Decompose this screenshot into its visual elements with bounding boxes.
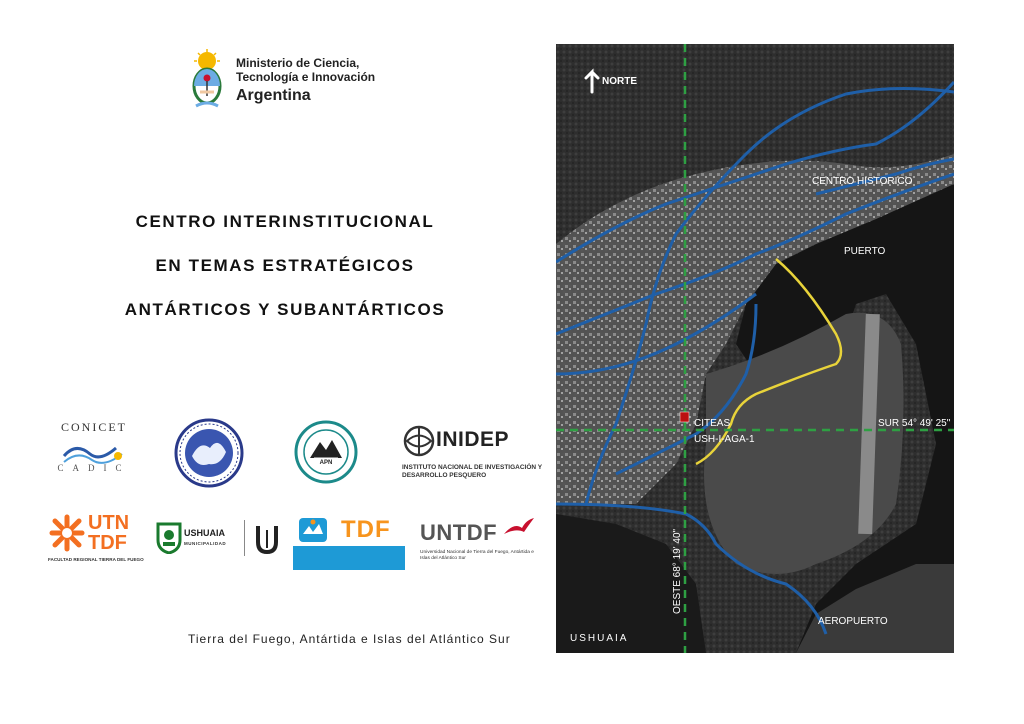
city-label: USHUAIA	[570, 633, 629, 644]
inidep-logo	[402, 424, 543, 479]
label-puerto: PUERTO	[844, 246, 886, 257]
inidep-subtitle: INSTITUTO NACIONAL DE INVESTIGACIÓN Y DESARROLLO PESQUERO	[402, 464, 543, 479]
inidep-name: INIDEP	[436, 428, 510, 451]
ushuaia-shield-icon	[156, 520, 182, 554]
ushuaia-municipality-logo	[156, 520, 256, 559]
ushuaia-name: USHUAIA	[184, 528, 226, 538]
logo-divider	[244, 520, 245, 556]
page-title	[60, 210, 510, 342]
inidep-fish-icon	[402, 424, 436, 458]
apn-text: APN	[319, 460, 333, 466]
utn-line-2: TDF	[88, 532, 127, 554]
label-citeas: CITEAS	[694, 418, 731, 429]
ministry-line-1: Ministerio de Ciencia,	[236, 55, 360, 70]
utn-tdf-logo	[48, 512, 144, 562]
north-label: NORTE	[602, 76, 637, 87]
tdf-shield-icon	[293, 514, 333, 546]
title-line-2: EN TEMAS ESTRATÉGICOS	[155, 256, 415, 275]
ministry-header	[186, 48, 375, 112]
untdf-name: UNTDF	[420, 520, 498, 545]
map-canvas	[556, 44, 954, 653]
conicet-text: CONICET	[61, 420, 127, 434]
label-parcel: USH-I-AGA-1	[694, 434, 755, 445]
conicet-cadic-logo	[56, 420, 132, 486]
ministry-line-2: Tecnología e Innovación	[236, 69, 376, 84]
ushuaia-map	[556, 44, 954, 653]
utn-text	[88, 513, 129, 553]
ministry-country: Argentina	[236, 86, 311, 104]
label-latitude: SUR 54° 49' 25"	[878, 418, 951, 429]
u-mark-icon	[254, 524, 280, 554]
footer-region: Tierra del Fuego, Antártida e Islas del Atlántico Sur	[188, 632, 511, 646]
bird-icon	[502, 516, 536, 538]
label-longitude: OESTE 68° 19' 40"	[672, 528, 683, 614]
tdf-band	[293, 546, 405, 594]
antarctic-institute-seal-icon	[174, 418, 244, 488]
conicet-mark-icon	[56, 436, 132, 470]
title-line-3: ANTÁRTICOS Y SUBANTÁRTICOS	[124, 300, 446, 319]
tdf-government-logo	[293, 514, 405, 594]
ushuaia-subtitle: MUNICIPALIDAD	[184, 541, 227, 546]
apn-seal-icon	[294, 420, 358, 484]
utn-subtitle: FACULTAD REGIONAL TIERRA DEL FUEGO	[48, 557, 144, 562]
utn-mark-icon	[48, 513, 86, 553]
untdf-subtitle: Universidad Nacional de Tierra del Fuego, Antártida e Islas del Atlántico Sur	[420, 550, 534, 561]
argentina-coat-of-arms-icon	[186, 48, 228, 112]
tdf-mark: TDF	[341, 516, 391, 543]
title-line-1: CENTRO INTERINSTITUCIONAL	[135, 212, 435, 231]
tdf-header	[293, 514, 405, 546]
cadic-text: CADIC	[57, 463, 131, 473]
citeas-marker	[680, 412, 689, 422]
tdf-government-text: Gobierno de Tierra del Fuego, Antártida e Islas del Atlántico Sur	[309, 582, 402, 594]
utn-line-1: UTN	[88, 512, 130, 534]
label-aeropuerto: AEROPUERTO	[818, 616, 888, 627]
apn-logo	[294, 420, 358, 484]
label-centro-historico: CENTRO HISTORICO	[812, 176, 913, 187]
